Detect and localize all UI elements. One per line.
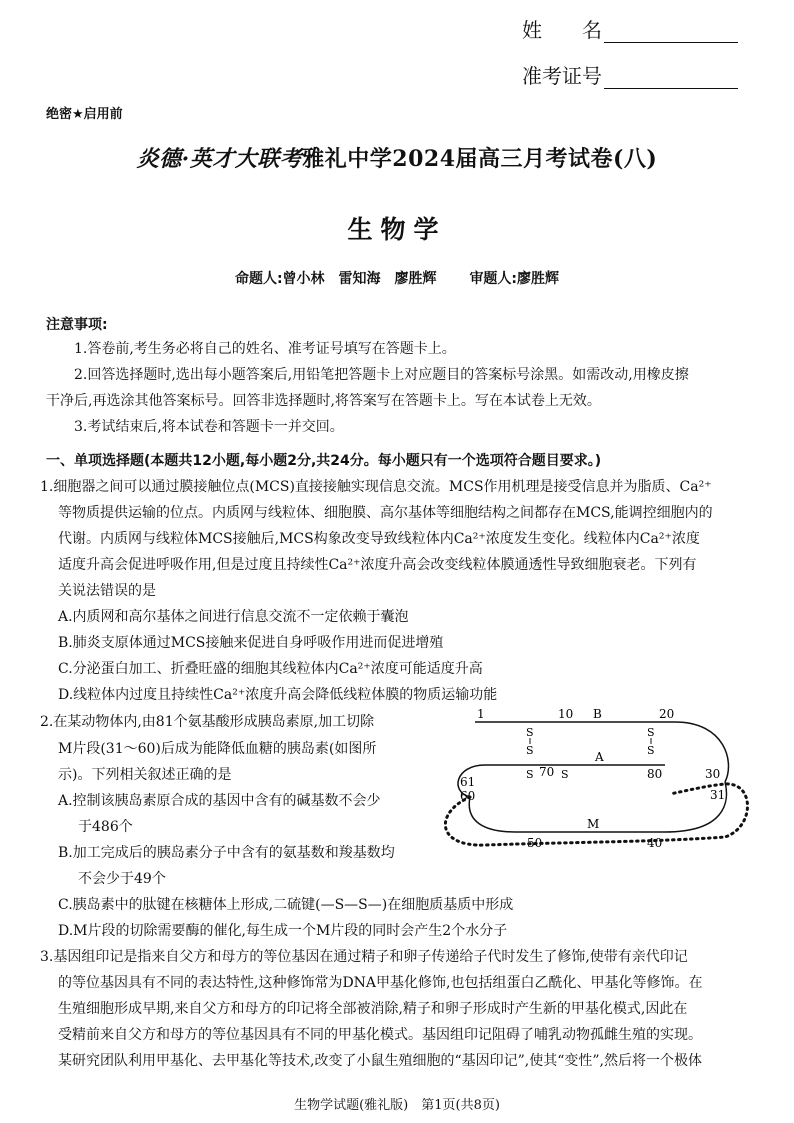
secret-mark: 绝密★启用前 — [46, 107, 123, 122]
q2-line: 2.在某动物体内,由81个氨基酸形成胰岛素原,加工切除 — [40, 714, 375, 730]
q1-line: 关说法错误的是 — [58, 583, 156, 599]
disulfide-bonds — [526, 726, 655, 757]
s-atom: S — [526, 744, 534, 757]
label-31: 31 — [710, 788, 726, 802]
label-80: 80 — [647, 767, 663, 781]
exam-brand: 炎德·英才大联考 — [136, 146, 303, 172]
q2-option-d: D.M片段的切除需要酶的催化,每生成一个M片段的同时会产生2个水分子 — [58, 923, 508, 939]
label-M: M — [587, 817, 600, 831]
name-blank — [604, 20, 738, 43]
s-atom: S — [647, 744, 655, 757]
exam-title-rest: 雅礼中学2024届高三月考试卷(八) — [302, 146, 658, 172]
label-50: 50 — [527, 836, 543, 850]
label-60: 60 — [460, 789, 476, 803]
q3-line: 生殖细胞形成早期,来自父方和母方的印记将全部被消除,精子和卵子形成时产生新的甲基化模式,因此在 — [58, 1001, 688, 1017]
connector-right — [675, 722, 728, 782]
q2-line: M片段(31～60)后成为能降低血糖的胰岛素(如图所 — [58, 741, 377, 757]
q1-line: 1.细胞器之间可以通过膜接触位点(MCS)直接接触实现信息交流。MCS作用机理是接受信息并为脂质、Ca²⁺ — [40, 479, 712, 495]
cut-boundary — [445, 784, 747, 845]
subject-title: 生物学 — [347, 215, 447, 244]
q1-line: 等物质提供运输的位点。内质网与线粒体、细胞膜、高尔基体等细胞结构之间都存在MCS,能调控细胞内的 — [58, 505, 713, 521]
q1-line: 适度升高会促进呼吸作用,但是过度且持续性Ca²⁺浓度升高会改变线粒体膜通透性导致细胞衰老。下列有 — [58, 557, 697, 573]
section-heading: 一、单项选择题(本题共12小题,每小题2分,共24分。每小题只有一个选项符合题目要求。) — [46, 453, 602, 469]
q1-option-d: D.线粒体内过度且持续性Ca²⁺浓度升高会降低线粒体膜的物质运输功能 — [58, 687, 498, 703]
q2-option-c: C.胰岛素中的肽键在核糖体上形成,二硫键(—S—S—)在细胞质基质中形成 — [58, 897, 514, 913]
label-70: 70 — [539, 765, 555, 779]
s-atom: S — [526, 726, 534, 739]
q3-line: 受精前来自父方和母方的等位基因具有不同的甲基化模式。基因组印记阻碍了哺乳动物孤雌生殖的实现。 — [58, 1027, 702, 1043]
notice-item: 3.考试结束后,将本试卷和答题卡一并交回。 — [74, 419, 344, 435]
q2-option-b-cont: 不会少于49个 — [78, 871, 166, 887]
label-10: 10 — [558, 707, 574, 721]
q2-option-b: B.加工完成后的胰岛素分子中含有的氨基数和羧基数均 — [58, 845, 395, 861]
notice-item: 1.答卷前,考生务必将自己的姓名、准考证号填写在答题卡上。 — [74, 341, 456, 357]
q2-option-a: A.控制该胰岛素原合成的基因中含有的碱基数不会少 — [58, 793, 381, 809]
q2-line: 示)。下列相关叙述正确的是 — [58, 767, 232, 783]
q3-line: 的等位基因具有不同的表达特性,这种修饰常为DNA甲基化修饰,也包括组蛋白乙酰化、甲基化等修饰。在 — [58, 975, 703, 991]
q1-line: 代谢。内质网与线粒体MCS接触后,MCS构象改变导致线粒体内Ca²⁺浓度发生变化。线粒体内Ca²⁺浓度 — [58, 531, 700, 547]
authors-line — [0, 268, 794, 288]
label-B: B — [593, 707, 602, 721]
label-30: 30 — [705, 767, 721, 781]
name-field — [522, 14, 738, 43]
q1-option-c: C.分泌蛋白加工、折叠旺盛的细胞其线粒体内Ca²⁺浓度可能适度升高 — [58, 661, 483, 677]
q3-line: 某研究团队利用甲基化、去甲基化等技术,改变了小鼠生殖细胞的“基因印记”,使其“变性”,然后将一个极体 — [58, 1053, 702, 1069]
name-label: 姓 名 — [522, 18, 602, 42]
s-atom: S — [561, 768, 569, 781]
label-1: 1 — [477, 707, 485, 721]
label-61: 61 — [460, 775, 476, 789]
insulin-diagram — [425, 702, 765, 852]
q3-line: 3.基因组印记是指来自父方和母方的等位基因在通过精子和卵子传递给子代时发生了修饰,使带有亲代印记 — [40, 949, 688, 965]
notice-item: 干净后,再选涂其他答案标号。回答非选择题时,将答案写在答题卡上。写在本试卷上无效。 — [46, 393, 601, 409]
q2-option-a-cont: 于486个 — [78, 819, 133, 835]
page-footer: 生物学试题(雅礼版) 第1页(共8页) — [294, 1098, 500, 1113]
s-atom: S — [647, 726, 655, 739]
notice-item: 2.回答选择题时,选出每小题答案后,用铅笔把答题卡上对应题目的答案标号涂黑。如需改动,用橡皮擦 — [74, 367, 689, 383]
q1-option-a: A.内质网和高尔基体之间进行信息交流不一定依赖于囊泡 — [58, 609, 409, 625]
label-20: 20 — [659, 707, 675, 721]
exam-title — [0, 142, 794, 173]
setters: 命题人:曾小林 雷知海 廖胜辉 — [234, 271, 437, 287]
id-field — [522, 60, 738, 89]
id-blank — [604, 66, 738, 89]
s-atom: S — [526, 768, 534, 781]
id-label: 准考证号 — [522, 64, 602, 88]
notice-heading: 注意事项: — [46, 317, 108, 333]
q1-option-b: B.肺炎支原体通过MCS接触来促进自身呼吸作用进而促进增殖 — [58, 635, 444, 651]
label-A: A — [595, 750, 604, 764]
reviewer: 审题人:廖胜辉 — [469, 271, 560, 287]
label-40: 40 — [647, 836, 663, 850]
